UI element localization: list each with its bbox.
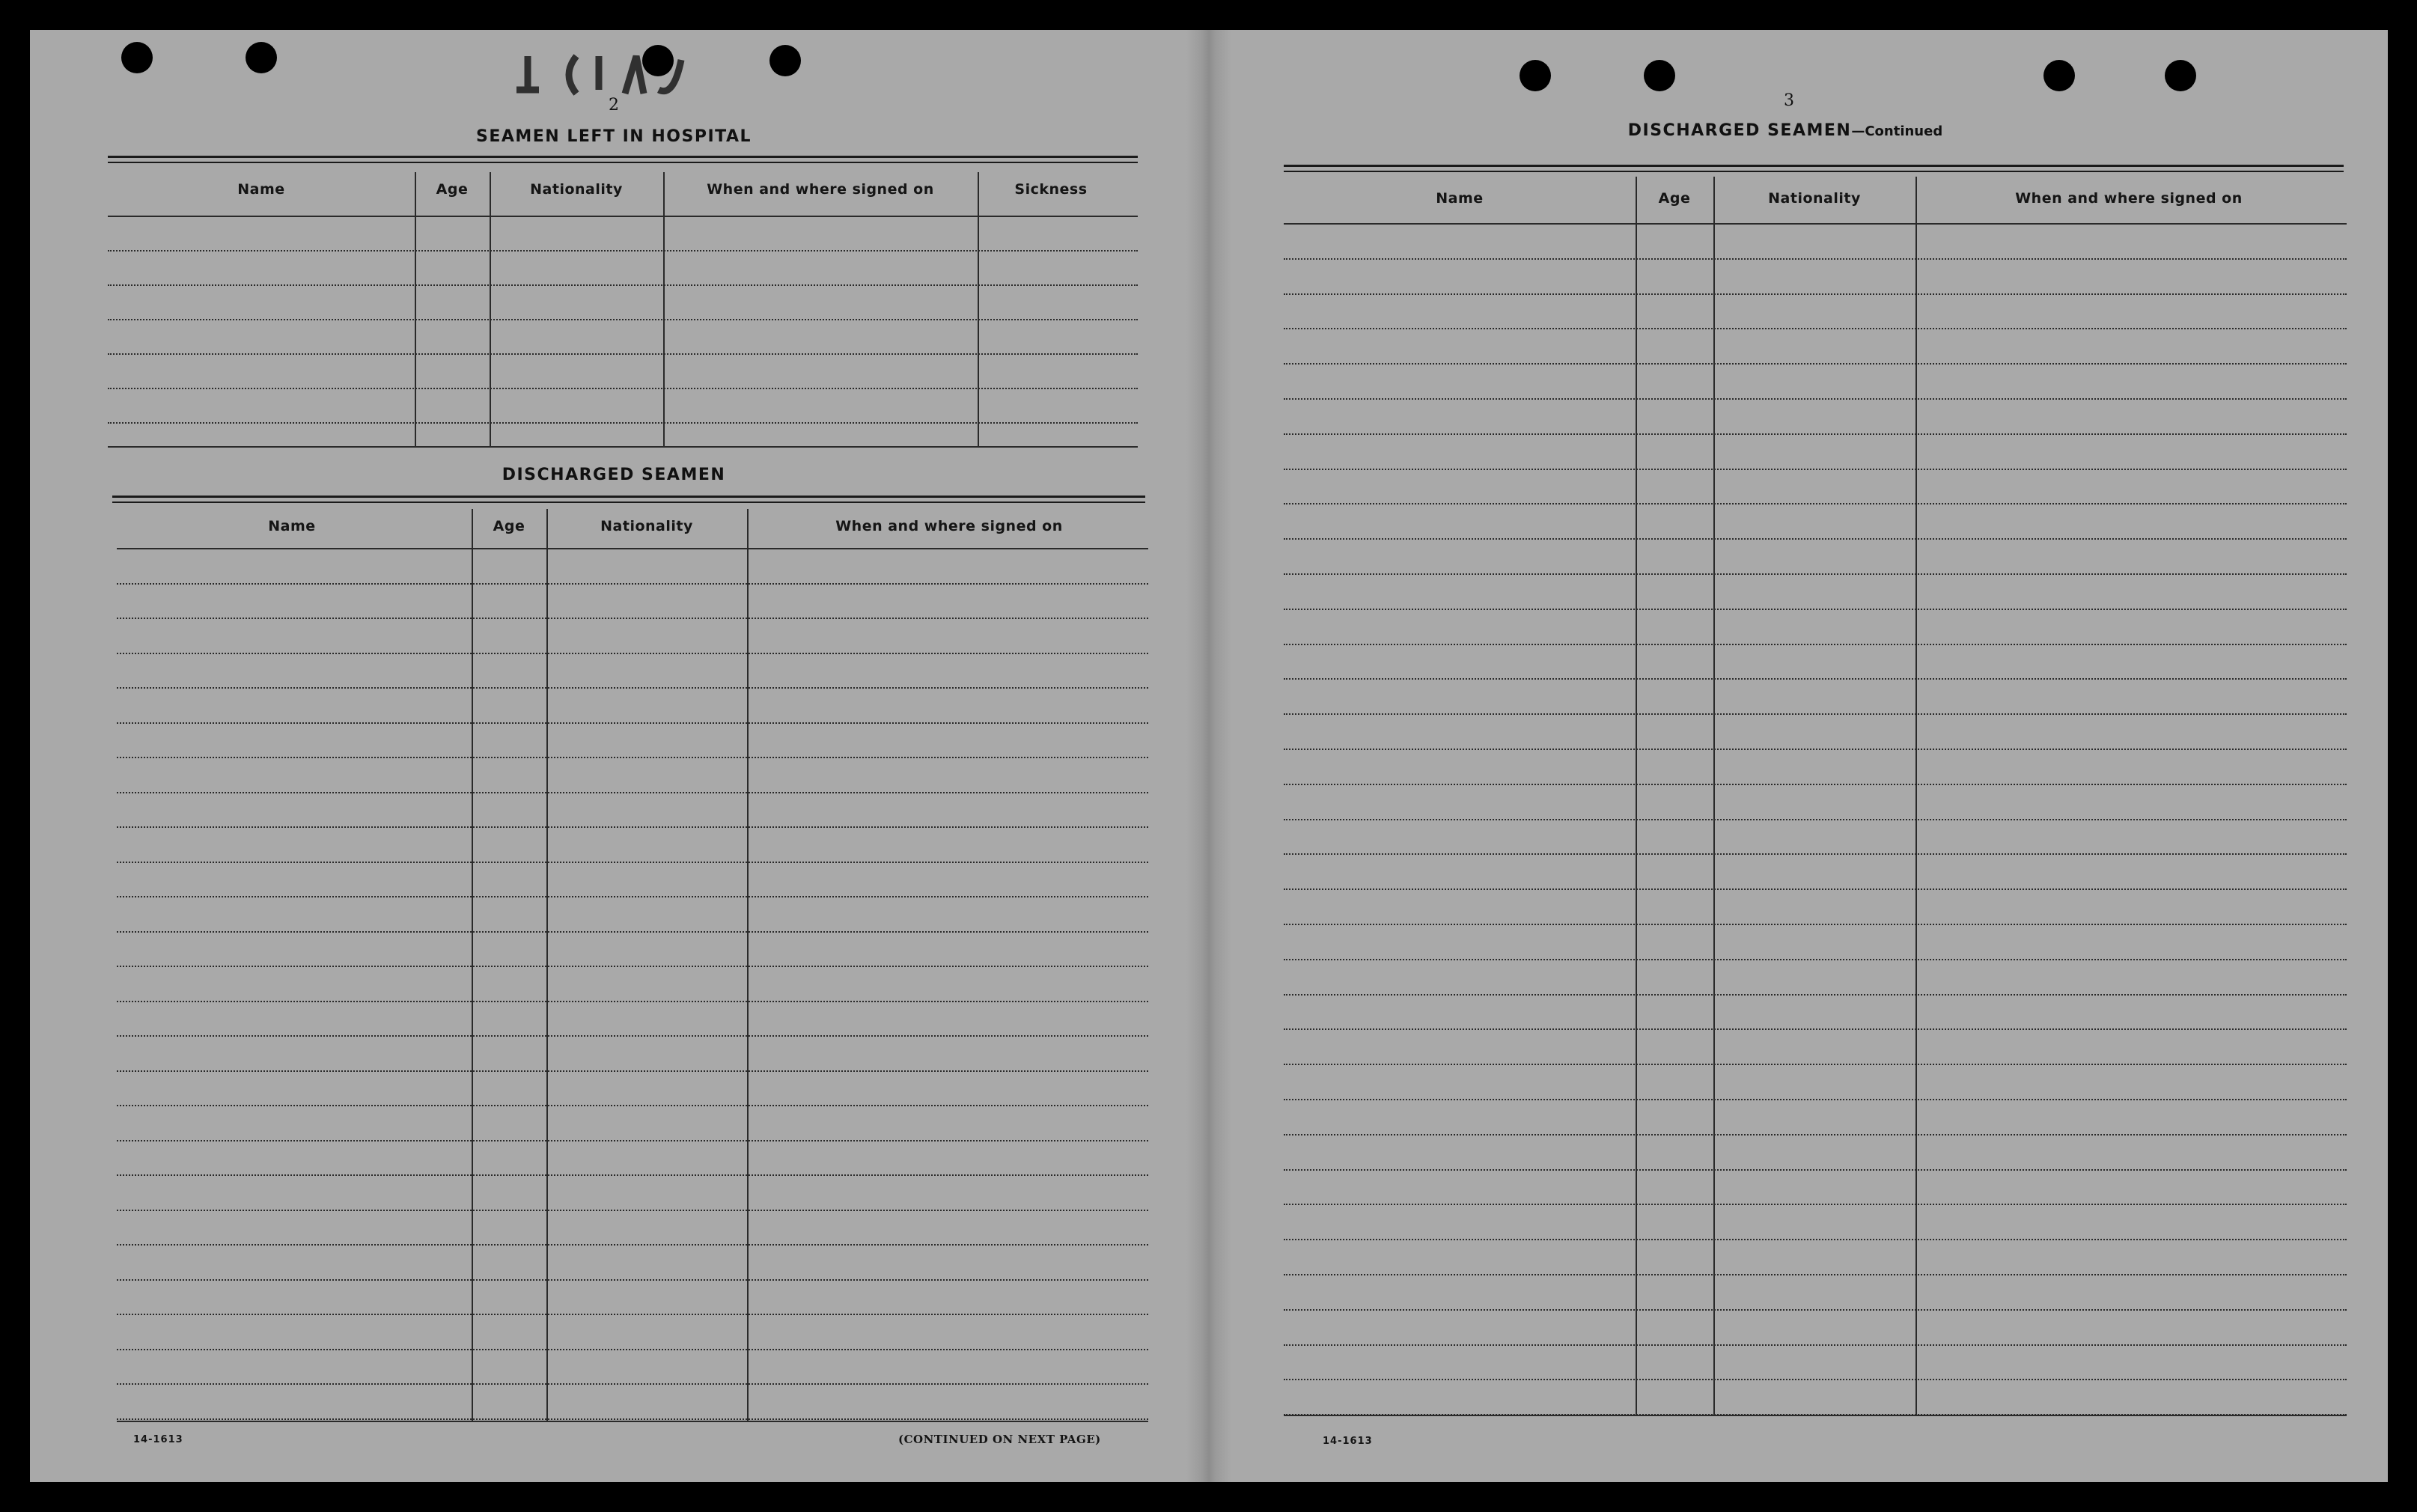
- ruled-row-line: [117, 1349, 1148, 1350]
- ruled-row-line: [1284, 959, 2347, 960]
- ruled-row-line: [1284, 644, 2347, 645]
- ruled-row-line: [1284, 538, 2347, 540]
- right-page: [1231, 30, 2388, 1482]
- ruled-row-line: [117, 1105, 1148, 1106]
- page-number: 2: [609, 96, 619, 115]
- ruled-row-line: [117, 653, 1148, 654]
- ruled-row-line: [117, 1418, 1148, 1420]
- ruled-row-line: [1284, 469, 2347, 470]
- title-text: DISCHARGED SEAMEN: [1627, 121, 1852, 140]
- column-header-name: Name: [268, 518, 316, 534]
- column-header-age: Age: [493, 518, 525, 534]
- column-header-name: Name: [237, 181, 285, 198]
- ruled-row-line: [1284, 573, 2347, 575]
- column-header-signed-on: When and where signed on: [2015, 190, 2243, 207]
- ruled-row-line: [1284, 1134, 2347, 1135]
- ruled-row-line: [1284, 784, 2347, 785]
- column-header-name: Name: [1436, 190, 1484, 207]
- column-divider: [747, 509, 749, 1421]
- ruled-row-line: [1284, 994, 2347, 996]
- ruled-row-line: [117, 1383, 1148, 1385]
- ruled-row-line: [117, 792, 1148, 793]
- ruled-row-line: [1284, 363, 2347, 365]
- ruled-row-line: [1284, 1099, 2347, 1100]
- ruled-row-line: [1284, 749, 2347, 750]
- ruled-row-line: [117, 618, 1148, 619]
- ruled-row-line: [1284, 1379, 2347, 1380]
- ruled-row-line: [117, 1279, 1148, 1281]
- discharged-section-title: DISCHARGED SEAMEN: [502, 466, 726, 484]
- column-header-sickness: Sickness: [1014, 181, 1088, 198]
- table-bottom-rule: [1284, 1415, 2347, 1416]
- ruled-row-line: [1284, 713, 2347, 715]
- ruled-row-line: [1284, 1028, 2347, 1030]
- ruled-row-line: [1284, 328, 2347, 329]
- form-number: 14-1613: [1323, 1436, 1373, 1447]
- discharged-continued-table: [1231, 30, 2388, 1482]
- continued-note: (CONTINUED ON NEXT PAGE): [898, 1433, 1101, 1446]
- column-header-nationality: Nationality: [530, 181, 623, 198]
- column-divider: [546, 509, 548, 1421]
- column-header-nationality: Nationality: [600, 518, 693, 534]
- ruled-row-line: [1284, 398, 2347, 400]
- document-sheet: [30, 30, 2388, 1482]
- ruled-row-line: [117, 1035, 1148, 1037]
- ruled-row-line: [117, 1001, 1148, 1002]
- ruled-row-line: [117, 1314, 1148, 1315]
- ruled-row-line: [1284, 1064, 2347, 1065]
- header-underline: [117, 548, 1148, 549]
- ruled-row-line: [117, 896, 1148, 897]
- ruled-row-line: [117, 966, 1148, 967]
- ruled-row-line: [1284, 819, 2347, 820]
- column-header-age: Age: [1658, 190, 1691, 207]
- ruled-row-line: [117, 687, 1148, 689]
- ruled-row-line: [1284, 853, 2347, 855]
- ruled-row-line: [1284, 1309, 2347, 1311]
- ruled-row-line: [117, 722, 1148, 724]
- ruled-row-line: [1284, 1169, 2347, 1171]
- ruled-row-line: [117, 1174, 1148, 1176]
- ruled-row-line: [117, 757, 1148, 758]
- ruled-row-line: [1284, 1204, 2347, 1205]
- ruled-row-line: [1284, 924, 2347, 925]
- ruled-row-line: [1284, 258, 2347, 260]
- ruled-row-line: [1284, 609, 2347, 610]
- ruled-row-line: [1284, 1344, 2347, 1346]
- column-header-nationality: Nationality: [1768, 190, 1861, 207]
- ruled-row-line: [1284, 503, 2347, 504]
- column-header-signed-on: When and where signed on: [835, 518, 1063, 534]
- ruled-row-line: [117, 1140, 1148, 1141]
- page-number: 3: [1784, 91, 1794, 110]
- ruled-row-line: [1284, 1274, 2347, 1275]
- center-fold: [1186, 30, 1231, 1482]
- header-underline: [1284, 223, 2347, 225]
- title-suffix: —Continued: [1851, 124, 1943, 139]
- ruled-row-line: [1284, 888, 2347, 890]
- ruled-row-line: [117, 1210, 1148, 1211]
- ruled-row-line: [1284, 293, 2347, 295]
- ruled-row-line: [1284, 678, 2347, 680]
- column-header-age: Age: [436, 181, 469, 198]
- ruled-row-line: [1284, 1239, 2347, 1240]
- form-number: 14-1613: [133, 1434, 183, 1445]
- column-header-signed-on: When and where signed on: [707, 181, 934, 198]
- table-bottom-rule: [117, 1421, 1148, 1422]
- ruled-row-line: [117, 1070, 1148, 1072]
- hospital-section-title: SEAMEN LEFT IN HOSPITAL: [475, 127, 752, 146]
- column-divider: [472, 509, 473, 1421]
- ruled-row-line: [117, 862, 1148, 863]
- ruled-row-line: [1284, 433, 2347, 435]
- ruled-row-line: [117, 583, 1148, 585]
- left-page: [30, 30, 1186, 1482]
- discharged-table: [30, 30, 1186, 1482]
- ruled-row-line: [117, 1244, 1148, 1246]
- ruled-row-line: [117, 826, 1148, 828]
- ruled-row-line: [117, 931, 1148, 933]
